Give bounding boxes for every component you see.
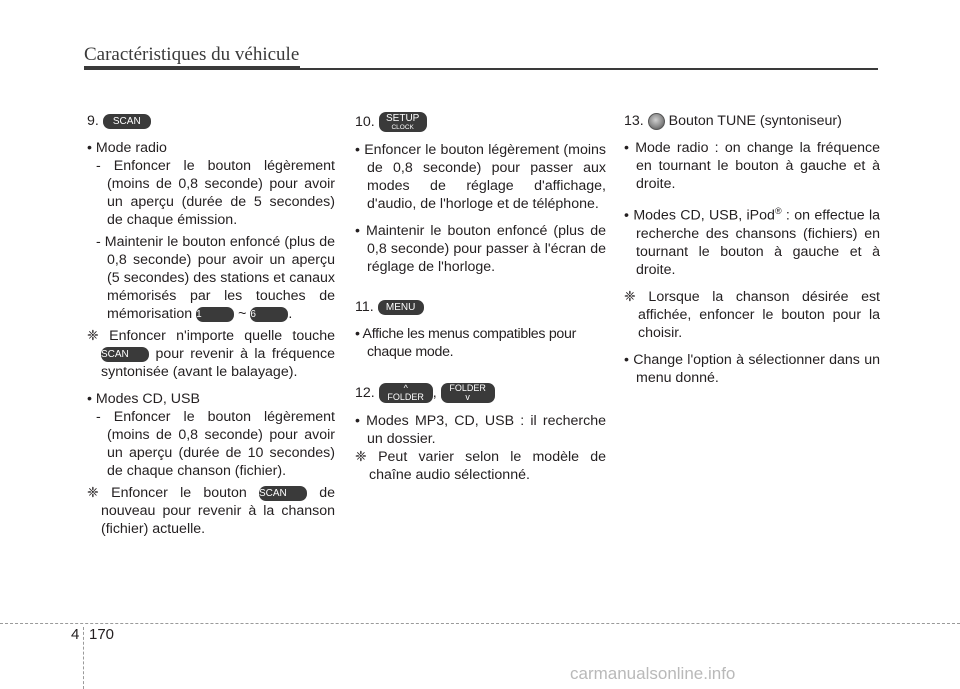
scan-button-icon: SCAN [259, 486, 307, 501]
bullet-text: • Modes CD, USB, iPod [624, 207, 775, 224]
bullet-menus: • Affiche les menus compatibles pour chaque mode. [355, 326, 577, 360]
chevron-down-icon: v [465, 392, 470, 402]
bullet-text: : on effectue la recherche des chansons (fichiers) en tournant le bouton à gauche et à droite. [636, 207, 880, 278]
folder-down-button-icon [441, 383, 495, 403]
dash-preview-song: - Enfoncer le bouton légèrement (moins de 0,8 seconde) pour avoir un aperçu (durée de 10 secondes) de chaque chanson (fichier). [96, 409, 335, 479]
registered-mark: ® [774, 206, 782, 216]
note-text: ❈ Enfoncer le bouton [87, 485, 247, 501]
preset-6-button-icon: 6 [250, 307, 288, 322]
item-13-heading [624, 112, 880, 130]
item-10-heading [355, 112, 606, 132]
preset-1-button-icon: 1 [196, 307, 234, 322]
setup-label: SETUP [386, 113, 420, 124]
item-number: 9. [87, 113, 99, 129]
note-return-song [87, 484, 335, 538]
item-number: 10. [355, 113, 375, 130]
item-number: 11. [355, 299, 374, 315]
tilde: ~ [238, 306, 247, 322]
bullet-folder-search: • Modes MP3, CD, USB : il recherche un dossier. [355, 413, 606, 447]
period: . [288, 306, 293, 322]
dash-preview-preset [96, 233, 335, 323]
bullet-modes-cd-usb: • Modes CD, USB [87, 391, 200, 407]
item-number: 13. [624, 113, 644, 129]
chevron-up-icon: ^ [403, 383, 408, 393]
header-tab [84, 66, 300, 70]
dash-text: - Maintenir le bouton enfoncé (plus de 0,8 seconde) pour avoir un aperçu (5 secondes) des stations et canaux mémorisés par les touches de mémorisation [96, 234, 335, 322]
bullet-mode-radio: • Mode radio [87, 140, 167, 156]
bullet-clock-setting: • Maintenir le bouton enfoncé (plus de 0,8 seconde) pour passer à l'écran de réglage de l'horloge. [355, 223, 606, 275]
chapter-number: 4 [71, 626, 80, 643]
footer-vertical-divider [83, 627, 84, 689]
note-any-key [87, 327, 335, 381]
bullet-cd-usb-ipod [624, 202, 880, 279]
bullet-setup-modes: • Enfoncer le bouton légèrement (moins de 0,8 seconde) pour passer aux modes de réglage d'affichage, d'audio, de l'horloge et de téléphone. [355, 142, 606, 212]
note-text: pour revenir à la fréquence syntonisée (avant le balayage). [101, 346, 335, 380]
item-title: Bouton TUNE (syntoniseur) [668, 113, 842, 129]
comma: , [432, 384, 437, 401]
folder-label: FOLDER [387, 392, 424, 402]
item-number: 12. [355, 384, 375, 401]
dash-preview-short: - Enfoncer le bouton légèrement (moins de 0,8 seconde) pour avoir un aperçu (durée de 5 secondes) de chaque émission. [96, 158, 335, 228]
scan-button-icon: SCAN [101, 347, 149, 362]
menu-button-icon: MENU [378, 300, 424, 315]
setup-clock-button-icon [379, 112, 427, 132]
bullet-radio-tune: • Mode radio : on change la fréquence en tournant le bouton à gauche et à droite. [624, 140, 880, 192]
note-varies: ❈ Peut varier selon le modèle de chaîne audio sélectionné. [355, 449, 606, 483]
item-12-heading [355, 383, 606, 403]
column-middle [355, 112, 606, 484]
watermark: carmanualsonline.info [570, 664, 736, 683]
page-header-title: Caractéristiques du véhicule [84, 44, 300, 65]
scan-button-icon: SCAN [103, 114, 151, 129]
column-left [87, 112, 335, 538]
item-9-heading [87, 112, 335, 130]
page-number: 170 [89, 626, 115, 643]
note-select-song: ❈ Lorsque la chanson désirée est affichée, enfoncer le bouton pour la choisir. [624, 288, 880, 341]
footer-divider [0, 623, 960, 624]
folder-up-button-icon [379, 383, 433, 403]
bullet-change-option: • Change l'option à sélectionner dans un menu donné. [624, 351, 880, 386]
item-11-heading [355, 298, 606, 316]
folder-label: FOLDER [449, 383, 486, 393]
note-text: ❈ Enfoncer n'importe quelle touche [87, 328, 335, 344]
tune-knob-icon [648, 113, 665, 130]
column-right [624, 112, 880, 387]
clock-label: CLOCK [391, 124, 414, 131]
note-text: de nouveau pour revenir à la chanson (fichier) actuelle. [101, 485, 335, 537]
